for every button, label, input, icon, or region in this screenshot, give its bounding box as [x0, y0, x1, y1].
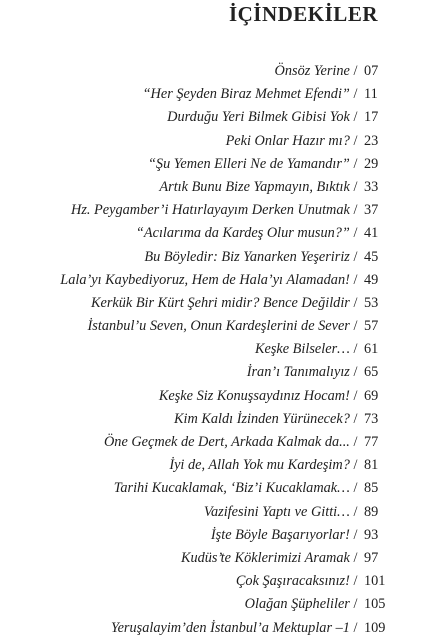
toc-entry-title-text: İstanbul’u Seven, Onun Kardeşlerini de Sever: [87, 318, 350, 335]
toc-separator: /: [349, 573, 361, 590]
toc-entry-title: [169, 454, 361, 477]
toc-entry: [0, 501, 424, 524]
toc-separator: /: [349, 294, 361, 311]
toc-separator: /: [349, 387, 361, 404]
toc-entry-title-text: Kudüs’te Köklerimizi Aramak: [180, 549, 350, 566]
toc-entry: [0, 593, 424, 616]
toc-entry-title-text: Kim Kaldı İzinden Yürünecek?: [173, 410, 350, 427]
toc-entry: [0, 477, 424, 500]
toc-entry: [0, 222, 424, 245]
toc-separator: /: [349, 132, 361, 149]
toc-separator: /: [349, 410, 361, 427]
toc-separator: /: [349, 596, 361, 613]
toc-entry: [0, 547, 424, 570]
toc-entry-page-number: 69: [364, 387, 379, 404]
toc-entry-title-text: Olağan Şüpheliler: [244, 596, 350, 613]
toc-entry-title: [104, 431, 361, 454]
toc-entry-title-text: Çok Şaşıracaksınız!: [235, 573, 350, 590]
toc-entry: [0, 338, 424, 361]
toc-entry-title: [181, 547, 361, 570]
toc-entry-title-text: Vazifesini Yaptı ve Gitti…: [203, 503, 350, 520]
toc-entry-title: [114, 477, 361, 500]
toc-entry-title: [167, 106, 361, 129]
toc-entry-page-number: 93: [364, 526, 379, 543]
toc-entry-title: [247, 361, 361, 384]
toc-entry: [0, 130, 424, 153]
toc-entry: [0, 269, 424, 292]
toc-entry-title-text: Lala’yı Kaybediyoruz, Hem de Hala’yı Alamadan!: [60, 271, 350, 288]
toc-entry-title-text: Durduğu Yeri Bilmek Gibisi Yok: [167, 109, 350, 126]
toc-entry-title-text: “Acılarıma da Kardeş Olur musun?”: [135, 225, 350, 242]
toc-entry: [0, 617, 424, 640]
toc-entry-title: [245, 593, 361, 616]
toc-separator: /: [349, 503, 361, 520]
toc-entry-title-text: Yeruşalayim’den İstanbul’a Mektuplar –1: [110, 619, 350, 636]
toc-entry-title-text: Peki Onlar Hazır mı?: [225, 132, 350, 149]
toc-entry: [0, 199, 424, 222]
toc-entry-page-number: 29: [364, 155, 379, 172]
toc-separator: /: [349, 619, 361, 636]
toc-entry-page-number: 101: [364, 573, 386, 590]
toc-entry-title-text: Kerkük Bir Kürt Şehri midir? Bence Değildir: [90, 294, 350, 311]
toc-separator: /: [349, 549, 361, 566]
toc-entry-title-text: Keşke Bilseler…: [254, 341, 350, 358]
toc-entry-title: [136, 222, 361, 245]
toc-entry-page-number: 41: [364, 225, 379, 242]
toc-entry: [0, 570, 424, 593]
toc-entry-title-text: Hz. Peygamber’i Hatırlayayım Derken Unutmak: [71, 202, 350, 219]
toc-entry-page-number: 11: [364, 86, 378, 103]
toc-entry-title: [236, 570, 361, 593]
toc-entry: [0, 431, 424, 454]
toc-entry-title: [88, 315, 361, 338]
toc-entry-page-number: 07: [364, 63, 379, 79]
toc-entry-title-text: İyi de, Allah Yok mu Kardeşim?: [169, 457, 350, 474]
toc-entry-title: [159, 385, 361, 408]
toc-entry-page-number: 105: [364, 596, 386, 613]
toc-separator: /: [349, 225, 361, 242]
toc-entry-title-text: Önsöz Yerine: [274, 63, 350, 79]
toc-entry-page-number: 17: [364, 109, 379, 126]
toc-entry: [0, 408, 424, 431]
toc-separator: /: [349, 434, 361, 450]
toc-entry-title: [144, 246, 361, 269]
toc-entry-title: [211, 524, 361, 547]
toc-entry-page-number: 73: [364, 410, 379, 427]
toc-entry-title-text: İran’ı Tanımalıyız: [246, 364, 350, 381]
toc-entry-title: [226, 130, 361, 153]
toc-entry-title-text: Tarihi Kucaklamak, ‘Biz’i Kucaklamak…: [113, 480, 350, 497]
toc-entry-title: [159, 176, 361, 199]
toc-entry-title-text: “Şu Yemen Elleri Ne de Yamandır”: [147, 155, 350, 172]
toc-separator: /: [349, 526, 361, 543]
toc-entry-page-number: 33: [364, 178, 379, 195]
toc-separator: /: [349, 248, 361, 265]
toc-entry-title: [91, 292, 361, 315]
toc-entry-title-text: Öne Geçmek de Dert, Arkada Kalmak da...: [103, 434, 350, 450]
toc-entry: [0, 385, 424, 408]
toc-separator: /: [349, 364, 361, 381]
toc-entry-title: [174, 408, 361, 431]
toc-entry-page-number: 53: [364, 294, 379, 311]
toc-entry-title: [111, 617, 361, 640]
toc-entry-page-number: 89: [364, 503, 379, 520]
toc-entry-title-text: Keşke Siz Konuşsaydınız Hocam!: [158, 387, 350, 404]
toc-entry: [0, 315, 424, 338]
toc-entry-page-number: 45: [364, 248, 379, 265]
toc-entry-title: [60, 269, 361, 292]
toc-entry: [0, 106, 424, 129]
toc-entry-title-text: “Her Şeyden Biraz Mehmet Efendi”: [142, 86, 350, 103]
toc-entry-title: [255, 338, 361, 361]
toc-entry-page-number: 85: [364, 480, 379, 497]
toc-entry-title: [71, 199, 361, 222]
toc-separator: /: [349, 178, 361, 195]
toc-entry: [0, 153, 424, 176]
toc-entry-title: [143, 83, 361, 106]
toc-entry-page-number: 65: [364, 364, 379, 381]
toc-entry: [0, 454, 424, 477]
toc-entry-title: [148, 153, 361, 176]
toc-separator: /: [349, 457, 361, 474]
toc-entry-page-number: 77: [364, 434, 379, 450]
toc-heading: İÇİNDEKİLER: [228, 2, 378, 26]
toc-entry-page-number: 37: [364, 202, 379, 219]
toc-entry: [0, 83, 424, 106]
toc-entry-page-number: 81: [364, 457, 379, 474]
toc-entry-title-text: Bu Böyledir: Biz Yanarken Yeşeririz: [144, 248, 350, 265]
toc-entry-page-number: 97: [364, 549, 379, 566]
toc-separator: /: [349, 202, 361, 219]
toc-entry-page-number: 109: [364, 619, 386, 636]
toc-separator: /: [349, 271, 361, 288]
toc-separator: /: [349, 341, 361, 358]
toc-separator: /: [349, 155, 361, 172]
toc-entry-title-text: İşte Böyle Başarıyorlar!: [210, 526, 350, 543]
toc-entry: [0, 176, 424, 199]
toc-entry-page-number: 23: [364, 132, 379, 149]
toc-entry: [0, 361, 424, 384]
table-of-contents: [0, 60, 424, 640]
toc-entry-page-number: 49: [364, 271, 379, 288]
toc-entry-title: [275, 60, 361, 83]
toc-entry-title-text: Artık Bunu Bize Yapmayın, Bıktık: [159, 178, 350, 195]
toc-separator: /: [349, 86, 361, 103]
toc-entry-page-number: 57: [364, 318, 379, 335]
toc-separator: /: [349, 480, 361, 497]
toc-entry: [0, 246, 424, 269]
toc-entry: [0, 292, 424, 315]
toc-entry: [0, 524, 424, 547]
toc-separator: /: [349, 318, 361, 335]
toc-separator: /: [349, 63, 361, 79]
toc-entry-page-number: 61: [364, 341, 379, 358]
toc-separator: /: [349, 109, 361, 126]
toc-entry-title: [204, 501, 361, 524]
toc-entry: [0, 60, 424, 83]
